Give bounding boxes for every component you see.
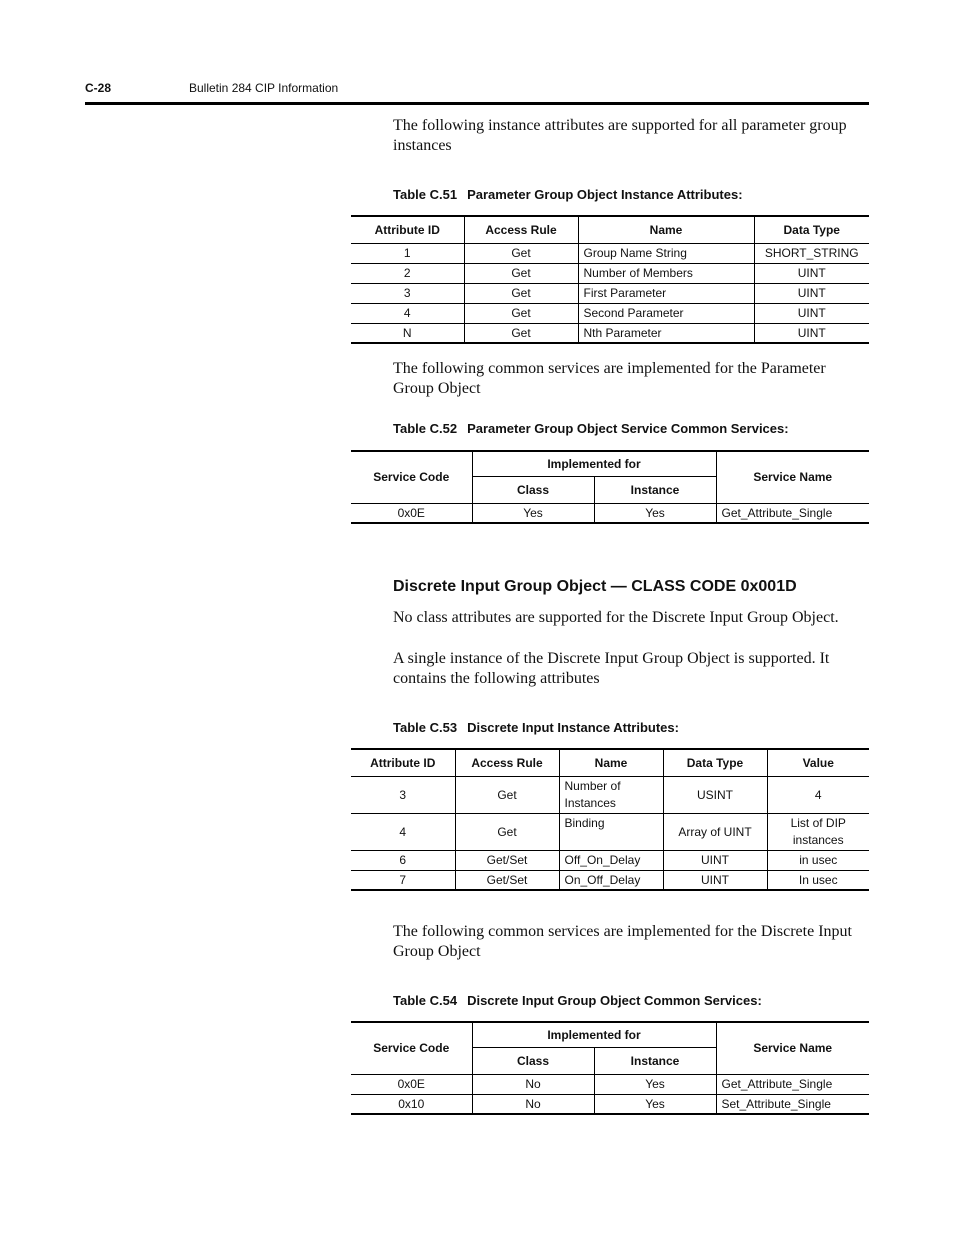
table-row	[351, 263, 869, 283]
table-cell: List of DIP instances	[767, 813, 869, 850]
table-cell: Get	[464, 283, 578, 303]
column-header: Attribute ID	[351, 216, 464, 243]
table-cell: Set_Attribute_Single	[716, 1094, 869, 1114]
table-cell: No	[472, 1074, 594, 1094]
column-header: Data Type	[663, 749, 767, 776]
table-cell: Binding	[559, 813, 663, 850]
table-cell: Get	[464, 263, 578, 283]
caption-text: Discrete Input Instance Attributes:	[467, 720, 679, 735]
column-header: Class	[472, 476, 594, 503]
table-cell: On_Off_Delay	[559, 870, 663, 890]
table-cell: No	[472, 1094, 594, 1114]
table-cell: UINT	[663, 850, 767, 870]
table-cell: Yes	[594, 503, 716, 523]
table-cell: 0x10	[351, 1094, 472, 1114]
column-header: Service Code	[351, 1022, 472, 1074]
intro-paragraph: The following instance attributes are supported for all parameter group instances	[393, 117, 847, 154]
table-cell: UINT	[754, 323, 869, 343]
caption-number: Table C.54	[393, 993, 458, 1008]
column-header: Name	[578, 216, 754, 243]
table-cell: 7	[351, 870, 455, 890]
table-caption-c54	[393, 993, 762, 1008]
table-cell: Get/Set	[455, 870, 559, 890]
table-cell: UINT	[754, 303, 869, 323]
table-cell: Yes	[594, 1094, 716, 1114]
table-caption-c53	[393, 720, 679, 735]
column-header: Class	[472, 1047, 594, 1074]
table-row	[351, 813, 869, 850]
table-cell: Nth Parameter	[578, 323, 754, 343]
table-cell: Get	[455, 776, 559, 813]
table-row	[351, 283, 869, 303]
discrete-services-paragraph: The following common services are implemented for the Discrete Input Group Object	[393, 923, 852, 960]
caption-text: Discrete Input Group Object Common Services:	[467, 993, 762, 1008]
table-row	[351, 243, 869, 263]
column-header: Implemented for	[472, 451, 716, 476]
column-header: Name	[559, 749, 663, 776]
table-cell: N	[351, 323, 464, 343]
table-c53	[351, 748, 869, 891]
table-cell: Get_Attribute_Single	[716, 503, 869, 523]
table-cell: 3	[351, 776, 455, 813]
table-cell: First Parameter	[578, 283, 754, 303]
table-cell: 4	[351, 303, 464, 323]
table-c54	[351, 1021, 869, 1115]
column-header: Value	[767, 749, 869, 776]
services-paragraph: The following common services are implemented for the Parameter Group Object	[393, 360, 826, 397]
table-cell: 4	[767, 776, 869, 813]
table-cell: SHORT_STRING	[754, 243, 869, 263]
table-c52	[351, 450, 869, 524]
table-caption-c52	[393, 421, 789, 436]
page-number: C-28	[85, 81, 112, 95]
table-cell: 4	[351, 813, 455, 850]
column-header: Access Rule	[455, 749, 559, 776]
column-header: Instance	[594, 1047, 716, 1074]
column-header: Implemented for	[472, 1022, 716, 1047]
single-instance-paragraph: A single instance of the Discrete Input Group Object is supported. It contains the following attributes	[393, 650, 830, 687]
table-cell: UINT	[663, 870, 767, 890]
table-cell: Number of Members	[578, 263, 754, 283]
caption-number: Table C.51	[393, 187, 458, 202]
table-row	[351, 503, 869, 523]
table-row	[351, 870, 869, 890]
caption-text: Parameter Group Object Instance Attributes:	[467, 187, 743, 202]
table-cell: Get	[464, 323, 578, 343]
table-cell: in usec	[767, 850, 869, 870]
table-cell: Get/Set	[455, 850, 559, 870]
running-header-title: Bulletin 284 CIP Information	[189, 81, 339, 95]
column-header: Access Rule	[464, 216, 578, 243]
table-cell: Number of Instances	[559, 776, 663, 813]
table-cell: Get	[464, 243, 578, 263]
table-cell: Get	[464, 303, 578, 323]
table-cell: 0x0E	[351, 1074, 472, 1094]
caption-number: Table C.53	[393, 720, 458, 735]
table-cell: Get	[455, 813, 559, 850]
column-header: Attribute ID	[351, 749, 455, 776]
table-cell: 0x0E	[351, 503, 472, 523]
column-header: Service Code	[351, 451, 472, 503]
table-row	[351, 776, 869, 813]
table-cell: Yes	[594, 1074, 716, 1094]
table-caption-c51	[393, 187, 743, 202]
table-row	[351, 1074, 869, 1094]
table-row	[351, 303, 869, 323]
column-header: Service Name	[716, 1022, 869, 1074]
column-header: Service Name	[716, 451, 869, 503]
column-header: Data Type	[754, 216, 869, 243]
table-row	[351, 1094, 869, 1114]
column-header: Instance	[594, 476, 716, 503]
section-heading: Discrete Input Group Object — CLASS CODE 0x001D	[393, 578, 797, 595]
caption-text: Parameter Group Object Service Common Services:	[467, 421, 789, 436]
table-cell: Get_Attribute_Single	[716, 1074, 869, 1094]
table-row	[351, 850, 869, 870]
table-cell: USINT	[663, 776, 767, 813]
table-c51	[351, 215, 869, 344]
table-cell: In usec	[767, 870, 869, 890]
table-row	[351, 323, 869, 343]
header-rule	[85, 102, 869, 105]
table-cell: Second Parameter	[578, 303, 754, 323]
table-cell: 1	[351, 243, 464, 263]
no-class-attributes-paragraph: No class attributes are supported for the Discrete Input Group Object.	[393, 609, 839, 626]
table-cell: Off_On_Delay	[559, 850, 663, 870]
table-cell: UINT	[754, 263, 869, 283]
table-cell: Group Name String	[578, 243, 754, 263]
table-cell: UINT	[754, 283, 869, 303]
table-cell: Array of UINT	[663, 813, 767, 850]
table-cell: 2	[351, 263, 464, 283]
table-cell: 6	[351, 850, 455, 870]
table-cell: 3	[351, 283, 464, 303]
caption-number: Table C.52	[393, 421, 458, 436]
table-cell: Yes	[472, 503, 594, 523]
